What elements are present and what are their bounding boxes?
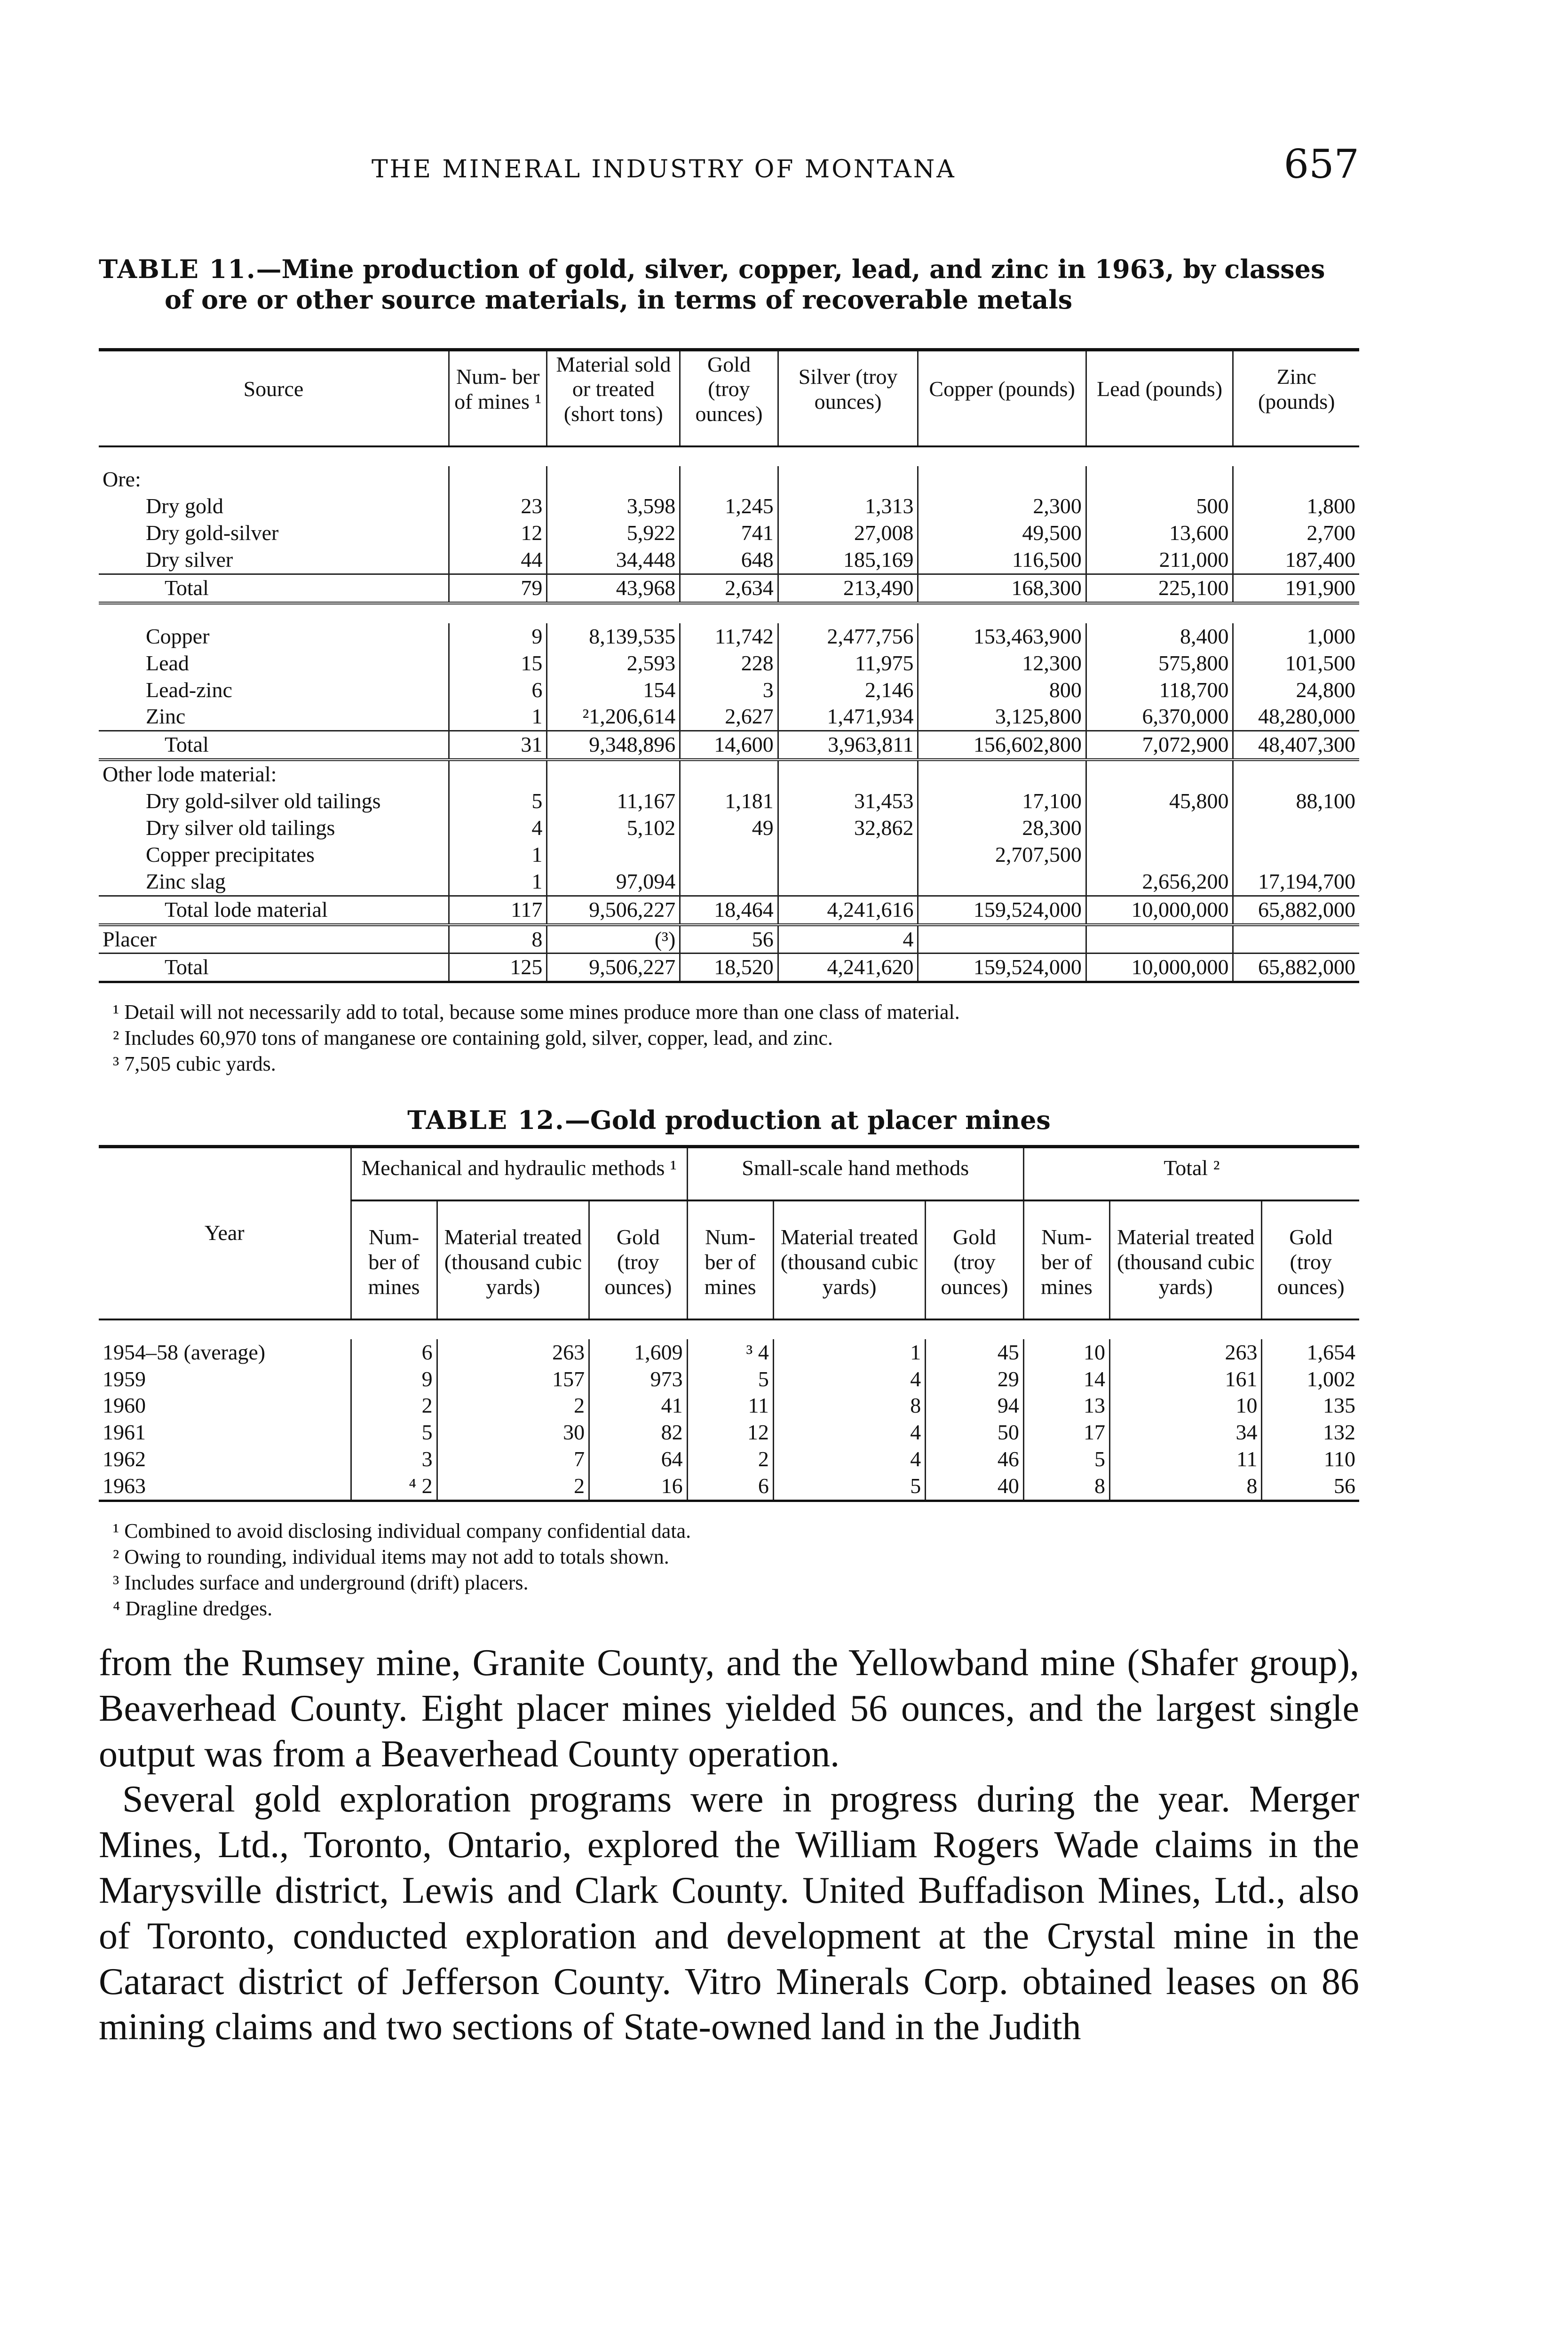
- subcolumn-header: Num- ber of mines: [1023, 1200, 1109, 1319]
- table-cell: 1,181: [680, 788, 778, 815]
- table-row: [99, 650, 1359, 677]
- total-row: [99, 731, 1359, 760]
- table-cell: [1086, 760, 1233, 788]
- table-cell: 9,348,896: [547, 731, 680, 760]
- table-cell: 2: [437, 1392, 589, 1419]
- subcolumn-header: Num- ber of mines: [351, 1200, 437, 1319]
- table-cell: 5,102: [547, 815, 680, 842]
- table-cell: 10: [1109, 1392, 1261, 1419]
- table-cell: 2,593: [547, 650, 680, 677]
- table-cell: [778, 842, 918, 868]
- footnote: ² Includes 60,970 tons of manganese ore containing gold, silver, copper, lead, and zinc.: [113, 1026, 833, 1050]
- table-cell: 132: [1262, 1419, 1359, 1446]
- table-cell: [547, 842, 680, 868]
- row-label: Total: [99, 954, 449, 982]
- table-cell: [918, 760, 1086, 788]
- col-mines: Num- ber of mines ¹: [449, 350, 546, 446]
- table-cell: 65,882,000: [1233, 896, 1359, 924]
- group-hand: Small-scale hand methods: [687, 1147, 1023, 1200]
- table-cell: 4: [773, 1419, 925, 1446]
- table-cell: [778, 868, 918, 896]
- table-12: [99, 1145, 1359, 1502]
- table-cell: 1: [449, 842, 546, 868]
- table-cell: 7,072,900: [1086, 731, 1233, 760]
- total-row: [99, 574, 1359, 603]
- table-cell: 168,300: [918, 574, 1086, 603]
- table-cell: 30: [437, 1419, 589, 1446]
- table-cell: 2,146: [778, 677, 918, 704]
- table-cell: 8,139,535: [547, 623, 680, 650]
- table-cell: 3: [680, 677, 778, 704]
- table-cell: 4,241,616: [778, 896, 918, 924]
- table-cell: 2,656,200: [1086, 868, 1233, 896]
- table-cell: 153,463,900: [918, 623, 1086, 650]
- row-label: 1959: [103, 1367, 146, 1391]
- table-cell: 10,000,000: [1086, 896, 1233, 924]
- table-cell: 79: [449, 574, 546, 603]
- table-cell: [778, 760, 918, 788]
- spacer-row: [99, 1319, 1359, 1339]
- table-cell: 5: [351, 1419, 437, 1446]
- table-cell: 1: [449, 703, 546, 731]
- table-cell: 5: [773, 1473, 925, 1501]
- table-cell: 1,471,934: [778, 703, 918, 731]
- table-cell: ²1,206,614: [547, 703, 680, 731]
- subcolumn-header: Material treated (thousand cubic yards): [437, 1200, 589, 1319]
- table-cell: 31,453: [778, 788, 918, 815]
- table-cell: ³ 4: [687, 1339, 773, 1366]
- col-gold: Gold (troy ounces): [680, 350, 778, 446]
- table-cell: 4: [449, 815, 546, 842]
- table-cell: 575,800: [1086, 650, 1233, 677]
- total-lode-row: [99, 896, 1359, 924]
- table-cell: 159,524,000: [918, 896, 1086, 924]
- table-12-group-row: [99, 1147, 1359, 1200]
- table-cell: 1,654: [1262, 1339, 1359, 1366]
- table-cell: 225,100: [1086, 574, 1233, 603]
- footnote: ² Owing to rounding, individual items may not add to totals shown.: [113, 1545, 669, 1568]
- page-number: 657: [1283, 141, 1359, 187]
- table-11-label: TABLE 11.: [99, 254, 256, 284]
- table-cell: 13,600: [1086, 520, 1233, 547]
- subcolumn-header: Gold (troy ounces): [1262, 1200, 1359, 1319]
- table-cell: 110: [1262, 1446, 1359, 1473]
- table-cell: 3,963,811: [778, 731, 918, 760]
- row-label: Other lode material:: [103, 762, 277, 787]
- table-cell: 1,800: [1233, 493, 1359, 520]
- table-cell: 43,968: [547, 574, 680, 603]
- spacer-row: [99, 446, 1359, 466]
- table-cell: 263: [1109, 1339, 1261, 1366]
- table-cell: 11,975: [778, 650, 918, 677]
- table-cell: 2: [437, 1473, 589, 1501]
- col-material: Material sold or treated (short tons): [547, 350, 680, 446]
- table-row: [99, 788, 1359, 815]
- table-cell: 263: [437, 1339, 589, 1366]
- table-cell: 1,000: [1233, 623, 1359, 650]
- spacer-row: [99, 603, 1359, 623]
- table-cell: 17,194,700: [1233, 868, 1359, 896]
- row-label: Copper: [146, 624, 210, 648]
- body-text: [99, 1640, 1359, 2050]
- table-cell: 12,300: [918, 650, 1086, 677]
- row-label: Dry silver: [146, 547, 233, 572]
- table-row: [99, 1473, 1359, 1501]
- table-cell: 65,882,000: [1233, 954, 1359, 982]
- table-cell: 4: [773, 1446, 925, 1473]
- table-row: [99, 623, 1359, 650]
- table-cell: [680, 868, 778, 896]
- table-cell: 31: [449, 731, 546, 760]
- table-cell: 1,245: [680, 493, 778, 520]
- row-label: Placer: [103, 927, 157, 951]
- table-cell: 50: [926, 1419, 1024, 1446]
- table-cell: [1233, 466, 1359, 493]
- table-cell: 211,000: [1086, 547, 1233, 574]
- table-row: [99, 703, 1359, 731]
- table-11-title: [99, 254, 1359, 315]
- table-cell: 46: [926, 1446, 1024, 1473]
- table-cell: 1: [773, 1339, 925, 1366]
- table-row: [99, 1366, 1359, 1393]
- table-cell: 191,900: [1233, 574, 1359, 603]
- table-cell: 27,008: [778, 520, 918, 547]
- row-label: Dry silver old tailings: [146, 815, 335, 840]
- table-cell: 14,600: [680, 731, 778, 760]
- table-cell: 97,094: [547, 868, 680, 896]
- table-cell: [1233, 815, 1359, 842]
- body-paragraph-1: from the Rumsey mine, Granite County, and the Yellowband mine (Shafer group), Beaverhead County. Eight placer mines yielded 56 ounces, and the largest single output was from a Beaverhead County operation.: [99, 1642, 1359, 1775]
- table-cell: 64: [589, 1446, 688, 1473]
- table-cell: 117: [449, 896, 546, 924]
- table-cell: 10: [1023, 1339, 1109, 1366]
- table-cell: 45: [926, 1339, 1024, 1366]
- table-cell: 116,500: [918, 547, 1086, 574]
- table-cell: 161: [1109, 1366, 1261, 1393]
- table-row: [99, 677, 1359, 704]
- table-cell: 6: [449, 677, 546, 704]
- table-11-header-row: [99, 350, 1359, 446]
- table-cell: [680, 466, 778, 493]
- section-heading: [99, 760, 1359, 788]
- footnote: ¹ Detail will not necessarily add to total, because some mines produce more than one class of material.: [113, 1001, 960, 1024]
- col-lead: Lead (pounds): [1086, 350, 1233, 446]
- document-page: [99, 141, 1359, 2050]
- table-12-footnotes: [99, 1518, 1359, 1621]
- subcolumn-header: Num- ber of mines: [687, 1200, 773, 1319]
- table-cell: 6: [351, 1339, 437, 1366]
- table-cell: 11,742: [680, 623, 778, 650]
- table-cell: 157: [437, 1366, 589, 1393]
- table-cell: 4,241,620: [778, 954, 918, 982]
- table-12-body: [99, 1319, 1359, 1501]
- col-zinc: Zinc (pounds): [1233, 350, 1359, 446]
- table-cell: 4: [773, 1366, 925, 1393]
- subcolumn-header: Material treated (thousand cubic yards): [773, 1200, 925, 1319]
- table-cell: [449, 760, 546, 788]
- table-cell: [449, 466, 546, 493]
- row-label: 1954–58 (average): [103, 1340, 266, 1364]
- row-label: 1962: [103, 1447, 146, 1471]
- table-cell: 6,370,000: [1086, 703, 1233, 731]
- row-label: 1960: [103, 1393, 146, 1418]
- table-cell: 94: [926, 1392, 1024, 1419]
- table-cell: 3: [351, 1446, 437, 1473]
- table-cell: [1086, 815, 1233, 842]
- table-11-footnotes: [99, 999, 1359, 1077]
- table-cell: 9,506,227: [547, 896, 680, 924]
- table-cell: 8,400: [1086, 623, 1233, 650]
- table-11-body: [99, 446, 1359, 982]
- table-12-title: [99, 1105, 1359, 1136]
- table-cell: 213,490: [778, 574, 918, 603]
- table-cell: 17: [1023, 1419, 1109, 1446]
- running-title: THE MINERAL INDUSTRY OF MONTANA: [372, 155, 956, 183]
- table-cell: 49: [680, 815, 778, 842]
- table-cell: 2: [351, 1392, 437, 1419]
- table-cell: 3,125,800: [918, 703, 1086, 731]
- table-cell: [918, 925, 1086, 954]
- table-cell: [1086, 925, 1233, 954]
- row-label: Copper precipitates: [146, 842, 315, 866]
- table-cell: 9: [449, 623, 546, 650]
- row-label: Ore:: [103, 467, 141, 492]
- table-cell: 800: [918, 677, 1086, 704]
- table-cell: 48,407,300: [1233, 731, 1359, 760]
- table-cell: 101,500: [1233, 650, 1359, 677]
- table-cell: 12: [687, 1419, 773, 1446]
- table-cell: 500: [1086, 493, 1233, 520]
- table-cell: 3,598: [547, 493, 680, 520]
- table-cell: [680, 760, 778, 788]
- table-row: [99, 493, 1359, 520]
- table-cell: 28,300: [918, 815, 1086, 842]
- table-cell: 7: [437, 1446, 589, 1473]
- table-cell: 45,800: [1086, 788, 1233, 815]
- group-mechanical: Mechanical and hydraulic methods ¹: [351, 1147, 687, 1200]
- body-paragraph-2: Several gold exploration programs were in progress during the year. Merger Mines, Ltd., Toronto, Ontario, explored the William Rogers Wade claims in the Marysville district, Lewis and Clark County. United Buffadison Mines, Ltd., also of Toronto, conducted exploration and development at the Crystal mine in the Cataract district of Jefferson County. Vitro Minerals Corp. obtained leases on 86 mining claims and two sections of State-owned land in the Judith: [99, 1779, 1359, 2048]
- table-cell: [1086, 466, 1233, 493]
- table-cell: 2,627: [680, 703, 778, 731]
- table-cell: 8: [1109, 1473, 1261, 1501]
- table-cell: 34,448: [547, 547, 680, 574]
- table-cell: 8: [449, 925, 546, 954]
- table-cell: 40: [926, 1473, 1024, 1501]
- row-label: Total: [99, 574, 449, 603]
- table-cell: 18,464: [680, 896, 778, 924]
- table-row: [99, 1446, 1359, 1473]
- table-cell: [918, 868, 1086, 896]
- table-cell: 8: [1023, 1473, 1109, 1501]
- table-cell: 29: [926, 1366, 1024, 1393]
- table-cell: [1086, 842, 1233, 868]
- table-cell: 10,000,000: [1086, 954, 1233, 982]
- table-cell: 49,500: [918, 520, 1086, 547]
- table-cell: 5: [687, 1366, 773, 1393]
- row-label: Lead-zinc: [146, 677, 232, 702]
- footnote: ³ Includes surface and underground (drift) placers.: [113, 1571, 529, 1594]
- table-cell: 4: [778, 925, 918, 954]
- table-cell: 11: [687, 1392, 773, 1419]
- table-cell: 1: [449, 868, 546, 896]
- table-row: [99, 547, 1359, 574]
- footnote: ¹ Combined to avoid disclosing individual company confidential data.: [113, 1519, 691, 1542]
- section-heading: [99, 466, 1359, 493]
- table-cell: 9,506,227: [547, 954, 680, 982]
- table-cell: 1,609: [589, 1339, 688, 1366]
- table-cell: 44: [449, 547, 546, 574]
- footnote: ⁴ Dragline dredges.: [113, 1597, 273, 1620]
- table-cell: 5,922: [547, 520, 680, 547]
- table-cell: 2,477,756: [778, 623, 918, 650]
- table-cell: 32,862: [778, 815, 918, 842]
- table-11: [99, 348, 1359, 984]
- col-silver: Silver (troy ounces): [778, 350, 918, 446]
- table-cell: 11: [1109, 1446, 1261, 1473]
- table-cell: 5: [449, 788, 546, 815]
- table-cell: 118,700: [1086, 677, 1233, 704]
- table-cell: 973: [589, 1366, 688, 1393]
- row-label: 1963: [99, 1473, 351, 1501]
- placer-row: [99, 925, 1359, 954]
- table-cell: 13: [1023, 1392, 1109, 1419]
- table-cell: 2,707,500: [918, 842, 1086, 868]
- table-cell: 88,100: [1233, 788, 1359, 815]
- table-cell: 648: [680, 547, 778, 574]
- table-row: [99, 1339, 1359, 1366]
- table-cell: 16: [589, 1473, 688, 1501]
- table-cell: 56: [680, 925, 778, 954]
- table-cell: 2: [687, 1446, 773, 1473]
- row-label: Total lode material: [99, 896, 449, 924]
- subcolumn-header: Gold (troy ounces): [926, 1200, 1024, 1319]
- table-11-caption: —Mine production of gold, silver, copper, lead, and zinc in 1963, by classes of ore or other source materials, in terms of recoverable metals: [165, 254, 1325, 315]
- table-12-label: TABLE 12.: [407, 1105, 565, 1136]
- table-cell: 15: [449, 650, 546, 677]
- table-cell: (³): [547, 925, 680, 954]
- row-label: Zinc: [146, 704, 186, 729]
- table-cell: 82: [589, 1419, 688, 1446]
- table-cell: ⁴ 2: [351, 1473, 437, 1501]
- table-row: [99, 815, 1359, 842]
- table-cell: 2,700: [1233, 520, 1359, 547]
- table-cell: 2,634: [680, 574, 778, 603]
- table-row: [99, 1419, 1359, 1446]
- table-cell: [918, 466, 1086, 493]
- table-cell: 187,400: [1233, 547, 1359, 574]
- row-label: Lead: [146, 651, 189, 675]
- table-cell: 6: [687, 1473, 773, 1501]
- table-cell: [1233, 925, 1359, 954]
- table-cell: 34: [1109, 1419, 1261, 1446]
- table-cell: 12: [449, 520, 546, 547]
- table-cell: 48,280,000: [1233, 703, 1359, 731]
- table-cell: 17,100: [918, 788, 1086, 815]
- table-row: [99, 520, 1359, 547]
- table-row: [99, 868, 1359, 896]
- table-cell: [680, 842, 778, 868]
- table-row: [99, 1392, 1359, 1419]
- table-cell: 741: [680, 520, 778, 547]
- footnote: ³ 7,505 cubic yards.: [113, 1052, 276, 1076]
- table-cell: 8: [773, 1392, 925, 1419]
- table-cell: 125: [449, 954, 546, 982]
- table-cell: 156,602,800: [918, 731, 1086, 760]
- subcolumn-header: Material treated (thousand cubic yards): [1109, 1200, 1261, 1319]
- table-cell: 56: [1262, 1473, 1359, 1501]
- row-label: Total: [99, 731, 449, 760]
- table-cell: 228: [680, 650, 778, 677]
- row-label: Dry gold-silver: [146, 521, 279, 545]
- table-cell: [1233, 842, 1359, 868]
- table-cell: 9: [351, 1366, 437, 1393]
- table-cell: 159,524,000: [918, 954, 1086, 982]
- running-header: [99, 141, 1359, 198]
- row-label: Dry gold: [146, 494, 223, 518]
- table-cell: 2,300: [918, 493, 1086, 520]
- table-cell: [547, 760, 680, 788]
- grand-total-row: [99, 954, 1359, 982]
- row-label: 1961: [103, 1420, 146, 1445]
- col-year: Year: [99, 1147, 351, 1319]
- table-cell: 23: [449, 493, 546, 520]
- table-cell: 24,800: [1233, 677, 1359, 704]
- table-cell: 154: [547, 677, 680, 704]
- table-cell: 41: [589, 1392, 688, 1419]
- table-row: [99, 842, 1359, 868]
- table-cell: 185,169: [778, 547, 918, 574]
- table-cell: 135: [1262, 1392, 1359, 1419]
- table-12-caption: —Gold production at placer mines: [564, 1105, 1051, 1136]
- table-cell: [1233, 760, 1359, 788]
- table-cell: 14: [1023, 1366, 1109, 1393]
- row-label: Dry gold-silver old tailings: [146, 789, 381, 813]
- table-cell: 18,520: [680, 954, 778, 982]
- table-cell: 11,167: [547, 788, 680, 815]
- table-cell: 1,313: [778, 493, 918, 520]
- col-copper: Copper (pounds): [918, 350, 1086, 446]
- table-cell: [547, 466, 680, 493]
- subcolumn-header: Gold (troy ounces): [589, 1200, 688, 1319]
- table-cell: 1,002: [1262, 1366, 1359, 1393]
- table-cell: [778, 466, 918, 493]
- col-source: Source: [99, 350, 449, 446]
- row-label: Zinc slag: [146, 869, 226, 893]
- table-cell: 5: [1023, 1446, 1109, 1473]
- group-total: Total ²: [1023, 1147, 1359, 1200]
